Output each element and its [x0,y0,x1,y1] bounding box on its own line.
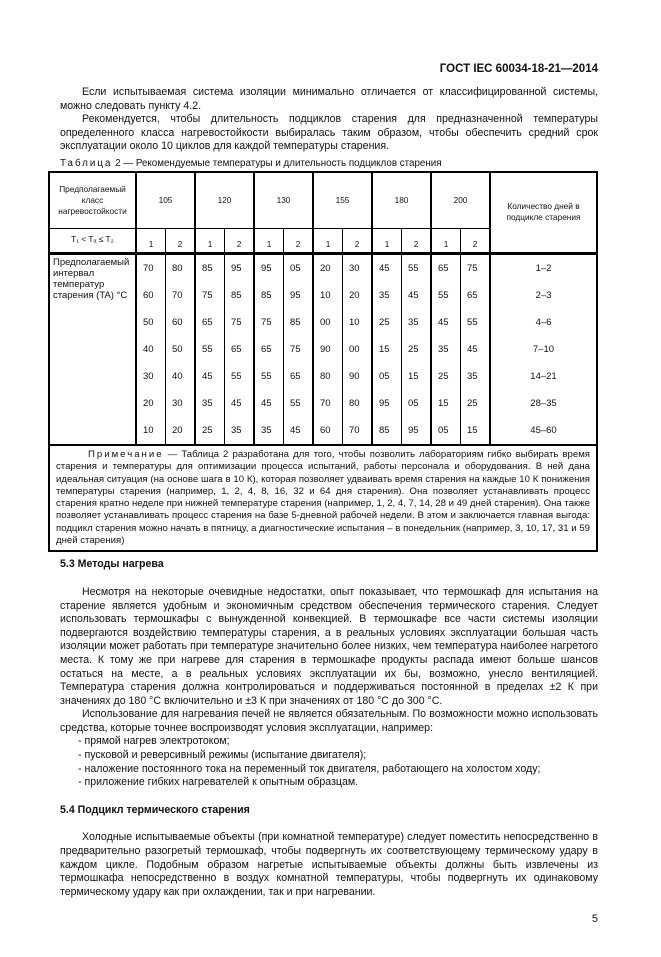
subcolumn-label: 2 [461,228,491,253]
temperature-cell: 60 [313,417,343,445]
temperature-cell: 45 [195,363,225,390]
temperature-cell: 95 [402,417,432,445]
temperature-cell: 95 [225,253,255,282]
section-5-3 [60,558,598,790]
class-200: 200 [431,172,490,229]
temperature-cell: 50 [136,309,166,336]
temperature-cell: 65 [225,336,255,363]
days-cell: 1–2 [490,253,597,282]
list-item: - наложение постоянного тока на переменный ток двигателя, работающего на холостом ходу; [78,762,541,775]
temperature-cell: 70 [166,282,196,309]
temperature-cell: 95 [372,390,402,417]
temperature-cell: 85 [284,309,314,336]
days-cell: 45–60 [490,417,597,445]
temperature-cell: 90 [343,363,373,390]
temperature-cell: 25 [195,417,225,445]
paragraph: Использование для нагревания печей не является обязательным. По возможности можно использовать средства, которые точнее воспроизводят условия эксплуатации, например: [60,708,598,734]
temperature-cell: 25 [372,309,402,336]
paragraph: Рекомендуется, чтобы длительность подциклов старения для предназначенной температуры определенного класса нагревостойкости выбиралась таким образом, чтобы обеспечить средний срок эксплуатации около 10 циклов для каждой температуры старения. [60,113,598,153]
paragraph: Холодные испытываемые объекты (при комнатной температуре) следует поместить непосредственно в предварительно разогретый термошкаф, чтобы подвергнуть их соответствующему термическому удару в каждом цикле. Подобным образом нагретые испытываемые объекты должны быть извлечены из термошкафа непосредственно в воздух комнатной температуры, чтобы подвергнуть их одинаковому термическому удару как при охлаждении, так и при нагревании. [60,831,598,898]
temperature-cell: 70 [343,417,373,445]
temperature-cell: 25 [431,363,461,390]
temperature-cell: 55 [254,363,284,390]
temperature-cell: 15 [461,417,491,445]
temperature-cell: 95 [254,253,284,282]
temperature-cell: 45 [284,417,314,445]
temperature-cell: 80 [313,363,343,390]
days-cell: 2–3 [490,282,597,309]
temperature-cell: 55 [225,363,255,390]
list-item: - прямой нагрев электротоком; [78,735,230,748]
subcolumn-label: 1 [313,228,343,253]
temperature-cell: 75 [225,309,255,336]
paragraph: Если испытываемая система изоляции минимально отличается от классифицированной системы, можно следовать пункту 4.2. [60,86,598,112]
subcolumn-label: 1 [254,228,284,253]
temperature-cell: 65 [254,336,284,363]
temperature-cell: 45 [372,253,402,282]
section-5-4 [60,804,598,900]
temperature-cell: 10 [136,417,166,445]
temperature-cell: 35 [195,390,225,417]
class-105: 105 [136,172,195,229]
temperature-cell: 45 [461,336,491,363]
temperature-cell: 20 [136,390,166,417]
subcolumn-label: 1 [372,228,402,253]
temperature-cell: 55 [284,390,314,417]
paragraph: Несмотря на некоторые очевидные недостатки, опыт показывает, что термошкаф для испытания на старение является удобным и экономичным средством обеспечения термического старения. Следует использовать термошкафы с вынужденной конвекцией. В термошкафе все части системы изоляции подвергаются воздействию температуры старения, а в реальных условиях эксплуатации большая часть изоляции может работать при температуре значительно более низких, чем температура наиболее нагретого места. К тому же при нагреве для старения в термошкафе продукты распада имеют больше шансов остаться на месте, а в реальных условиях эксплуатации их бы, возможно, унесло вентиляцией. Температура старения должна контролироваться и поддерживаться постоянной в пределах ±2 К при значениях до 180 °С включительно и ±3 К при значениях от 180 °С до 300 °С. [60,585,598,707]
section-title: 5.3 Методы нагрева [60,558,164,571]
temperature-cell: 80 [343,390,373,417]
temperature-cell: 30 [343,253,373,282]
subcolumn-label: 1 [195,228,225,253]
temperature-cell: 75 [461,253,491,282]
temperature-cell: 65 [461,282,491,309]
temperature-cell: 45 [254,390,284,417]
class-120: 120 [195,172,254,229]
temperature-cell: 35 [431,336,461,363]
aging-table [48,171,598,552]
temperature-cell: 60 [166,309,196,336]
temperature-cell: 85 [195,253,225,282]
temperature-cell: 75 [254,309,284,336]
subcolumn-label: 2 [284,228,314,253]
subcolumn-label: 1 [431,228,461,253]
temperature-cell: 95 [284,282,314,309]
intro-text [60,86,598,154]
list-item: - приложение гибких нагревателей к опытным образцам. [78,776,359,789]
table-row [49,253,597,282]
temperature-cell: 10 [313,282,343,309]
temperature-cell: 15 [402,363,432,390]
temperature-cell: 90 [313,336,343,363]
temperature-cell: 20 [343,282,373,309]
subcolumn-label: 1 [136,228,166,253]
class-180: 180 [372,172,431,229]
temperature-cell: 20 [166,417,196,445]
temperature-cell: 65 [284,363,314,390]
temperature-cell: 50 [166,336,196,363]
temperature-cell: 45 [402,282,432,309]
temperature-cell: 40 [166,363,196,390]
subcolumn-label: 2 [166,228,196,253]
temperature-cell: 35 [372,282,402,309]
temperature-cell: 55 [461,309,491,336]
temperature-cell: 15 [372,336,402,363]
temperature-cell: 05 [284,253,314,282]
days-header: Количество дней в подцикле старения [490,172,597,254]
list-item: - пусковой и реверсивный режимы (испытание двигателя); [78,749,367,762]
section-title: 5.4 Подцикл термического старения [60,803,250,816]
temperature-cell: 35 [402,309,432,336]
temperature-cell: 70 [136,253,166,282]
days-cell: 14–21 [490,363,597,390]
temperature-cell: 80 [166,253,196,282]
temperature-cell: 65 [431,253,461,282]
temperature-cell: 20 [313,253,343,282]
temperature-cell: 15 [431,390,461,417]
temperature-cell: 30 [166,390,196,417]
temperature-cell: 75 [284,336,314,363]
temperature-cell: 85 [372,417,402,445]
days-cell: 7–10 [490,336,597,363]
temperature-cell: 00 [313,309,343,336]
class-130: 130 [254,172,313,229]
standard-header: ГОСТ IEC 60034-18-21—2014 [439,63,598,75]
temperature-cell: 75 [195,282,225,309]
temperature-cell: 30 [136,363,166,390]
temperature-cell: 55 [402,253,432,282]
temperature-cell: 35 [254,417,284,445]
temperature-cell: 60 [136,282,166,309]
temperature-cell: 70 [313,390,343,417]
temperature-cell: 05 [372,363,402,390]
temperature-cell: 35 [461,363,491,390]
temperature-cell: 85 [254,282,284,309]
temperature-cell: 40 [136,336,166,363]
temperature-cell: 05 [431,417,461,445]
temperature-cell: 35 [225,417,255,445]
temperature-cell: 55 [195,336,225,363]
class-header: Предполагаемый класс нагревостойкости [49,172,136,229]
temperature-cell: 00 [343,336,373,363]
temperature-cell: 85 [225,282,255,309]
subcolumn-label: 2 [343,228,373,253]
temperature-cell: 10 [343,309,373,336]
class-155: 155 [313,172,372,229]
temperature-cell: 45 [431,309,461,336]
table-note: Примечание — Таблица 2 разработана для того, чтобы позволить лабораториям гибко выбирать время старения и температуры для оптимизации процесса испытаний, работы персонала и оборудования. В ней дана идеальная ситуация (на основе шага в 10 К), которая позволяет удваивать время старения на каждые 10 К понижения температуры старения (например, 1, 2, 4, 8, 16, 32 и 64 дня старения). Она позволяет устанавливать процесс старения кратно неделе при нижней температуре старения (например, 1, 2, 4, 7, 14, 28 и 49 дней старения). Она также позволяет устанавливать процесс старения на базе 5-дневной рабочей недели. В этом и заключается главная выгода: подцикл старения можно начать в пятницу, а диагностические испытания – в понедельник (например, 3, 10, 17, 31 и 59 дней старения) [49,445,597,551]
subcolumn-label: 2 [402,228,432,253]
temperature-cell: 25 [402,336,432,363]
temperature-cell: 45 [225,390,255,417]
days-cell: 28–35 [490,390,597,417]
days-cell: 4–6 [490,309,597,336]
table-caption: Таблица 2 — Рекомендуемые температуры и длительность подциклов старения [60,157,442,169]
row-label: Предполагаемый интервал температур старения (TA) °C [49,253,136,445]
temperature-cell: 25 [461,390,491,417]
temperature-cell: 65 [195,309,225,336]
interval-header: T₁ < Tₐ ≤ T₂ [49,228,136,253]
subcolumn-label: 2 [225,228,255,253]
temperature-cell: 55 [431,282,461,309]
temperature-cell: 05 [402,390,432,417]
page-number: 5 [591,913,598,926]
